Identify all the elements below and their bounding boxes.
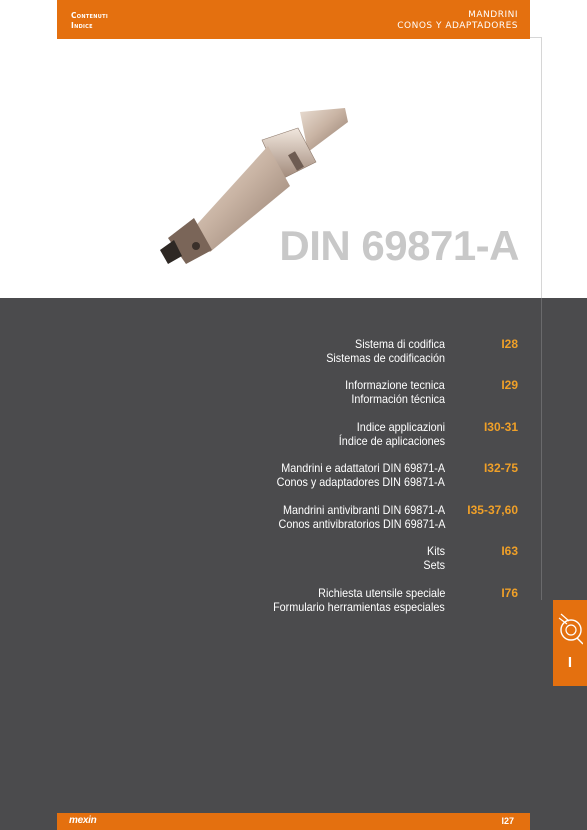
- margin-rule-tick: [530, 37, 542, 38]
- toc-entry-it: Kits: [426, 544, 445, 558]
- toc-entry-it: Mandrini antivibranti DIN 69871-A: [282, 503, 445, 517]
- header-section-label: [71, 11, 108, 31]
- page-number: I27: [501, 816, 514, 826]
- toc-page-ref[interactable]: I63: [501, 544, 518, 558]
- toc-entry-technical-info[interactable]: [0, 378, 587, 412]
- toc-page-ref[interactable]: I28: [501, 337, 518, 351]
- toc-entry-chucks[interactable]: [0, 461, 587, 495]
- toc-entry-kits[interactable]: [0, 544, 587, 578]
- toc-entry-it: Mandrini e adattatori DIN 69871-A: [281, 461, 445, 475]
- chapter-tab[interactable]: [553, 600, 587, 686]
- toc-entry-antivibration[interactable]: [0, 503, 587, 537]
- page-title: DIN 69871-A: [279, 222, 519, 269]
- toc-entry-it: Richiesta utensile speciale: [317, 586, 445, 600]
- toc-entry-es: Formulario herramientas especiales: [273, 600, 445, 614]
- toc-page-ref[interactable]: I35-37,60: [467, 503, 518, 517]
- header-right-line2: CONOS Y ADAPTADORES: [397, 21, 518, 31]
- header-right-line1: MANDRINI: [468, 10, 518, 20]
- header-left-line1: Contenuti: [71, 11, 108, 20]
- tool-holder-icon: [557, 612, 583, 646]
- toc-page-ref[interactable]: I32-75: [483, 461, 518, 475]
- toc-entry-coding[interactable]: [0, 337, 587, 371]
- toc-entry-es: Sets: [423, 558, 445, 572]
- toc-page-ref[interactable]: I29: [501, 378, 518, 392]
- toc-page-ref[interactable]: I76: [501, 586, 518, 600]
- toc-entry-es: Índice de aplicaciones: [338, 434, 445, 448]
- toc-entry-applications[interactable]: [0, 420, 587, 454]
- footer-bar: [57, 813, 530, 830]
- margin-rule: [541, 37, 542, 307]
- toc-entry-es: Información técnica: [351, 392, 445, 406]
- toc-entry-es: Sistemas de codificación: [326, 351, 445, 365]
- toc-entry-it: Indice applicazioni: [356, 420, 445, 434]
- toc-entry-it: Sistema di codifica: [354, 337, 445, 351]
- toc-entry-it: Informazione tecnica: [345, 378, 445, 392]
- chapter-letter: I: [567, 654, 573, 671]
- toc-entry-es: Conos antivibratorios DIN 69871-A: [278, 517, 445, 531]
- brand-logo: mexin: [69, 815, 97, 826]
- header-chapter-label: [397, 10, 518, 32]
- header-left-line2: Indice: [71, 21, 93, 30]
- toc-entry-es: Conos y adaptadores DIN 69871-A: [276, 475, 445, 489]
- toc-page-ref[interactable]: I30-31: [483, 420, 518, 434]
- toc-entry-special-request[interactable]: [0, 586, 587, 620]
- header-bar: [57, 0, 530, 39]
